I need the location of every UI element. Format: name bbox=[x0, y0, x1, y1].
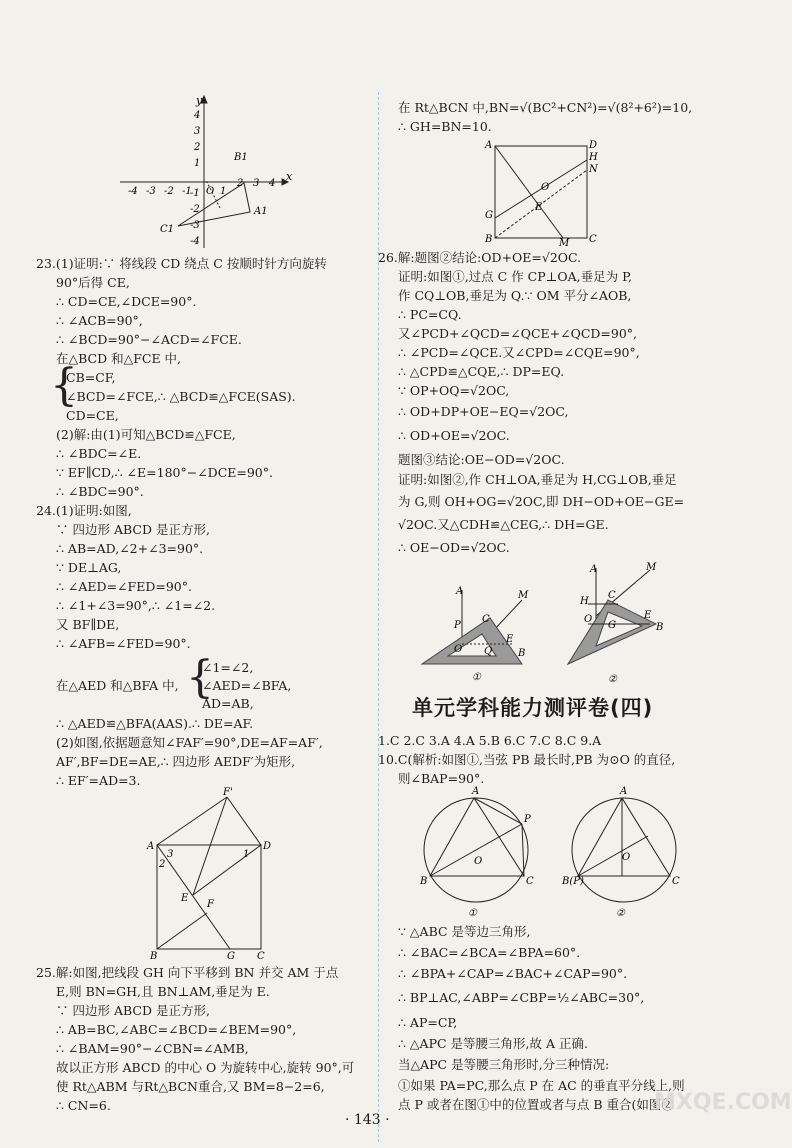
tick-x-m2: -2 bbox=[164, 186, 174, 197]
label-q: Q bbox=[484, 646, 493, 657]
left-line: AF′,BF=DE=AE,∴ 四边形 AEDF′为矩形, bbox=[56, 754, 296, 769]
brace-left-2: { bbox=[186, 652, 214, 703]
left-line: ∠1=∠2, bbox=[202, 660, 254, 675]
figure-coordinate-axes bbox=[120, 90, 300, 250]
right-line: ∴ BP⊥AC,∠ABP=∠CBP=½∠ABC=30°, bbox=[398, 990, 645, 1005]
left-line: ∴ EF′=AD=3. bbox=[56, 773, 141, 788]
label-a: A bbox=[485, 140, 493, 151]
label-m: M bbox=[646, 562, 657, 573]
right-line: ∴ OD+OE=√2OC. bbox=[398, 428, 510, 443]
watermark-logo: MXQE.COM bbox=[654, 1090, 792, 1115]
label-a: A bbox=[456, 586, 464, 597]
left-line: (2)如图,依据题意知∠FAF′=90°,DE=AF=AF′, bbox=[56, 735, 323, 750]
label-fprime: F' bbox=[223, 787, 233, 798]
tick-x-m3: -3 bbox=[146, 186, 156, 197]
label-fig2: ② bbox=[608, 674, 617, 685]
label-bp: B(P) bbox=[562, 876, 584, 887]
figure-square-afd bbox=[145, 785, 275, 960]
left-line: AD=AB, bbox=[202, 696, 254, 711]
label-o: O bbox=[622, 852, 631, 863]
label-1: 1 bbox=[243, 849, 250, 860]
label-a: A bbox=[147, 841, 155, 852]
left-line: 故以正方形 ABCD 的中心 O 为旋转中心,旋转 90°,可 bbox=[56, 1060, 355, 1075]
tick-x-4: 4 bbox=[269, 178, 276, 189]
tick-x-origin: O bbox=[206, 186, 215, 197]
unit-title: 单元学科能力测评卷(四) bbox=[412, 696, 654, 720]
tick-y-m4: -4 bbox=[190, 236, 200, 247]
right-line: ∵ OP+OQ=√2OC, bbox=[398, 383, 510, 398]
label-c: C bbox=[257, 951, 265, 962]
label-c: C bbox=[482, 614, 490, 625]
tick-x-m1: -1 bbox=[182, 186, 192, 197]
label-p: P bbox=[454, 620, 461, 631]
left-line: ∵ EF∥CD,∴ ∠E=180°−∠DCE=90°. bbox=[56, 465, 273, 480]
brace-left-1: { bbox=[50, 360, 78, 411]
left-line: ∠AED=∠BFA, bbox=[202, 678, 292, 693]
label-fig1: ① bbox=[468, 908, 477, 919]
tick-x-3: 3 bbox=[253, 178, 260, 189]
label-fig2: ② bbox=[616, 908, 625, 919]
left-line: ∵ 四边形 ABCD 是正方形, bbox=[56, 1003, 210, 1018]
label-o: O bbox=[474, 856, 483, 867]
point-c1: C1 bbox=[160, 224, 175, 235]
tick-y-1: 1 bbox=[194, 158, 201, 169]
label-o: O bbox=[584, 614, 593, 625]
label-b: B bbox=[420, 876, 428, 887]
right-line: ∴ GH=BN=10. bbox=[398, 119, 492, 134]
right-line: ∴ △APC 是等腰三角形,故 A 正确. bbox=[398, 1036, 588, 1051]
label-a: A bbox=[472, 786, 480, 797]
right-line: ∴ OD+DP+OE−EQ=√2OC, bbox=[398, 404, 569, 419]
tick-y-m2: -2 bbox=[190, 204, 200, 215]
right-line: ∴ △CPD≌△CQE,∴ DP=EQ. bbox=[398, 364, 565, 379]
label-b: B bbox=[485, 234, 493, 245]
tick-y-2: 2 bbox=[194, 142, 201, 153]
point-a1: A1 bbox=[254, 206, 268, 217]
right-line: √2OC.又△CDH≌△CEG,∴ DH=GE. bbox=[398, 517, 609, 532]
label-e: E bbox=[644, 610, 652, 621]
label-g: G bbox=[485, 210, 493, 221]
tick-x-m4: -4 bbox=[128, 186, 138, 197]
tick-x-1: 1 bbox=[220, 186, 227, 197]
left-line: ∴ ∠ACB=90°, bbox=[56, 313, 143, 328]
figure-square-bcn bbox=[483, 138, 603, 249]
label-d: D bbox=[263, 841, 272, 852]
point-b1: B1 bbox=[234, 152, 248, 163]
right-line: 题图③结论:OE−OD=√2OC. bbox=[398, 452, 565, 467]
tick-y-m3: -3 bbox=[190, 220, 200, 231]
label-3: 3 bbox=[167, 849, 174, 860]
label-c: C bbox=[608, 590, 616, 601]
figure-circle-2 bbox=[562, 784, 688, 920]
left-line: CB=CF, bbox=[66, 370, 116, 385]
right-line: 在 Rt△BCN 中,BN=√(BC²+CN²)=√(8²+6²)=10, bbox=[398, 100, 693, 115]
right-line: 当△APC 是等腰三角形时,分三种情况: bbox=[398, 1057, 610, 1072]
left-line: ∴ ∠BDC=∠E. bbox=[56, 446, 142, 461]
label-p: P bbox=[524, 814, 531, 825]
left-line: ∴ ∠AED=∠FED=90°. bbox=[56, 579, 192, 594]
left-line: 25.解:如图,把线段 GH 向下平移到 BN 并交 AM 于点 bbox=[36, 965, 339, 980]
left-line: ∴ △AED≌△BFA(AAS).∴ DE=AF. bbox=[56, 716, 254, 731]
label-b: B bbox=[150, 951, 158, 962]
label-b: B bbox=[518, 648, 526, 659]
left-line: ∵ 四边形 ABCD 是正方形, bbox=[56, 522, 210, 537]
right-line: 证明:如图①,过点 C 作 CP⊥OA,垂足为 P, bbox=[398, 269, 632, 284]
label-g: G bbox=[227, 951, 235, 962]
right-line: ∴ ∠BAC=∠BCA=∠BPA=60°. bbox=[398, 945, 581, 960]
left-line: ∴ AB=AD,∠2+∠3=90°. bbox=[56, 541, 204, 556]
page-number: · 143 · bbox=[345, 1112, 390, 1128]
label-e: E bbox=[506, 634, 514, 645]
label-fig1: ① bbox=[472, 672, 481, 683]
label-2: 2 bbox=[159, 859, 166, 870]
right-line: 证明:如图②,作 CH⊥OA,垂足为 H,CG⊥OB,垂足 bbox=[398, 472, 677, 487]
right-line: ①如果 PA=PC,那么点 P 在 AC 的垂直平分线上,则 bbox=[398, 1078, 685, 1093]
left-line: ∴ ∠BCD=90°−∠ACD=∠FCE. bbox=[56, 332, 242, 347]
label-e: E bbox=[535, 202, 543, 213]
tick-y-m1: -1 bbox=[190, 188, 200, 199]
left-line: ∠BCD=∠FCE,∴ △BCD≌△FCE(SAS). bbox=[66, 389, 296, 404]
left-line: ∴ ∠1+∠3=90°,∴ ∠1=∠2. bbox=[56, 598, 216, 613]
label-o: O bbox=[541, 182, 550, 193]
label-h: H bbox=[589, 152, 598, 163]
axis-x-label: x bbox=[286, 170, 293, 183]
tick-y-4: 4 bbox=[194, 110, 201, 121]
tick-x-2: 2 bbox=[237, 178, 244, 189]
left-line: CD=CE, bbox=[66, 408, 119, 423]
label-f: F bbox=[207, 899, 214, 910]
right-line: 10.C(解析:如图①,当弦 PB 最长时,PB 为⊙O 的直径, bbox=[378, 752, 676, 767]
left-line: ∴ ∠BAM=90°−∠CBN=∠AMB, bbox=[56, 1041, 249, 1056]
right-line: 1.C 2.C 3.A 4.A 5.B 6.C 7.C 8.C 9.A bbox=[378, 733, 602, 748]
label-o: O bbox=[454, 644, 463, 655]
left-line: 使 Rt△ABM 与Rt△BCN重合,又 BM=8−2=6, bbox=[56, 1079, 325, 1094]
axis-y-label: y bbox=[196, 94, 203, 107]
right-line: ∴ ∠PCD=∠QCE.又∠CPD=∠CQE=90°, bbox=[398, 345, 640, 360]
label-g: G bbox=[608, 620, 616, 631]
right-line: ∴ PC=CQ. bbox=[398, 307, 462, 322]
label-m: M bbox=[559, 238, 570, 249]
right-line: 又∠PCD+∠QCD=∠QCE+∠QCD=90°, bbox=[398, 326, 638, 341]
label-c: C bbox=[672, 876, 680, 887]
left-line: 又 BF∥DE, bbox=[56, 617, 120, 632]
figure-circle-1 bbox=[418, 784, 540, 920]
right-line: 则∠BAP=90°. bbox=[398, 771, 485, 786]
right-line: 点 P 或者在图①中的位置或者与点 B 重合(如图② bbox=[398, 1097, 674, 1112]
right-line: ∴ OE−OD=√2OC. bbox=[398, 540, 510, 555]
left-line: 24.(1)证明:如图, bbox=[36, 503, 132, 518]
left-line: 在△BCD 和△FCE 中, bbox=[56, 351, 182, 366]
left-line: ∵ DE⊥AG, bbox=[56, 560, 122, 575]
label-e: E bbox=[181, 893, 189, 904]
right-line: 26.解:题图②结论:OD+OE=√2OC. bbox=[378, 250, 582, 265]
right-line: 为 G,则 OH+OG=√2OC,即 DH−OD+OE−GE= bbox=[398, 494, 685, 509]
figure-angle-1 bbox=[418, 582, 530, 682]
left-line: 在△AED 和△BFA 中, bbox=[56, 678, 179, 693]
left-line: ∴ ∠AFB=∠FED=90°. bbox=[56, 636, 191, 651]
label-d: D bbox=[589, 140, 598, 151]
left-line: ∴ ∠BDC=90°. bbox=[56, 484, 144, 499]
right-line: ∵ △ABC 是等边三角形, bbox=[398, 924, 531, 939]
label-c: C bbox=[526, 876, 534, 887]
left-line: 23.(1)证明:∵ 将线段 CD 绕点 C 按顺时针方向旋转 bbox=[36, 256, 327, 271]
left-line: 90°后得 CE, bbox=[56, 275, 130, 290]
right-line: 作 CQ⊥OB,垂足为 Q.∵ OM 平分∠AOB, bbox=[398, 288, 632, 303]
left-line: E,则 BN=GH,且 BN⊥AM,垂足为 E. bbox=[56, 984, 270, 999]
label-a: A bbox=[590, 564, 598, 575]
tick-y-3: 3 bbox=[194, 126, 201, 137]
label-a: A bbox=[620, 786, 628, 797]
label-m: M bbox=[518, 590, 529, 601]
left-line: ∴ CD=CE,∠DCE=90°. bbox=[56, 294, 197, 309]
label-c: C bbox=[589, 234, 597, 245]
label-h: H bbox=[580, 596, 589, 607]
left-line: ∴ CN=6. bbox=[56, 1098, 111, 1113]
label-b: B bbox=[656, 622, 664, 633]
right-line: ∴ ∠BPA+∠CAP=∠BAC+∠CAP=90°. bbox=[398, 966, 628, 981]
left-line: ∴ AB=BC,∠ABC=∠BCD=∠BEM=90°, bbox=[56, 1022, 297, 1037]
right-line: ∴ AP=CP, bbox=[398, 1015, 458, 1030]
label-n: N bbox=[589, 164, 598, 175]
figure-angle-2 bbox=[568, 560, 672, 686]
left-line: (2)解:由(1)可知△BCD≌△FCE, bbox=[56, 427, 236, 442]
